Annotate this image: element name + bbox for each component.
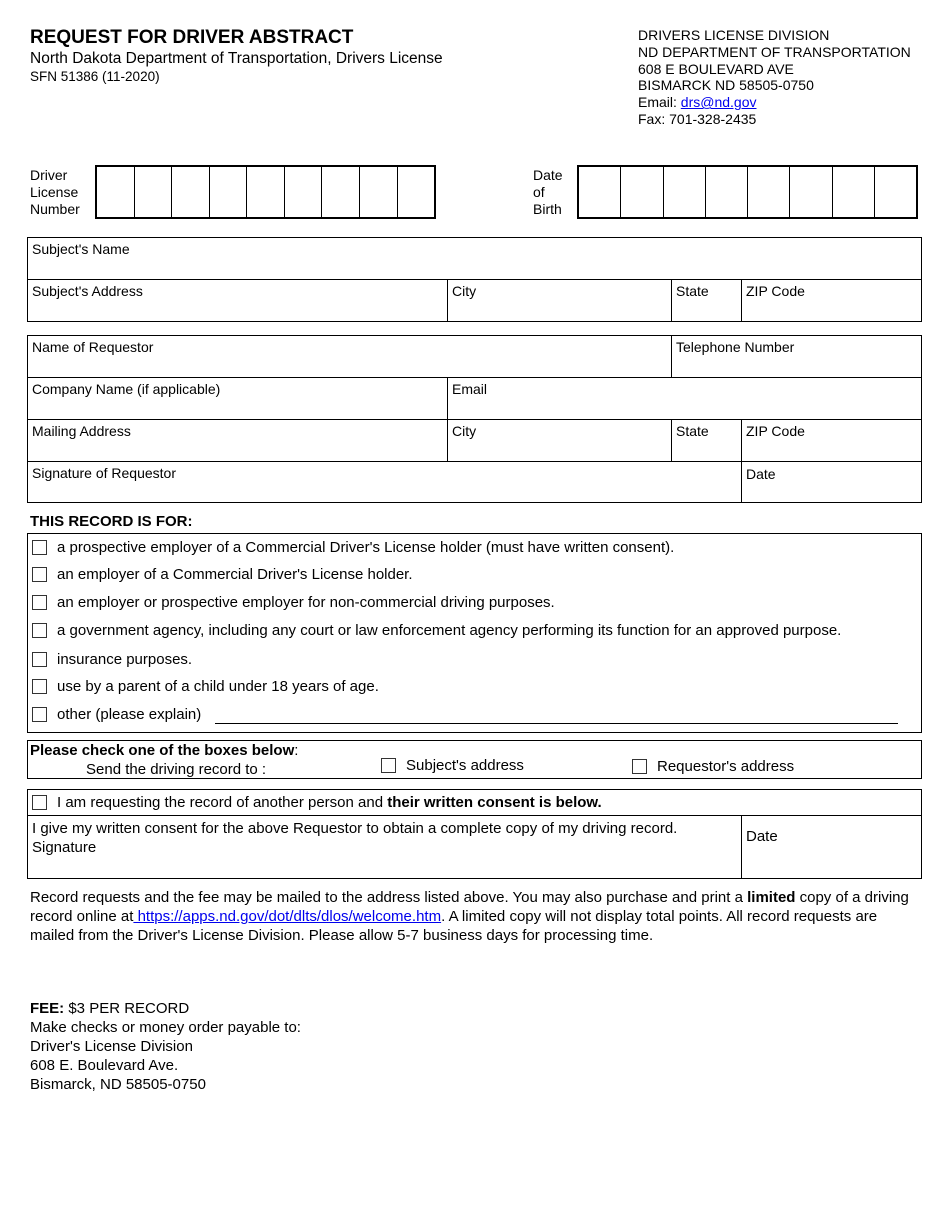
- consent-text: I am requesting the record of another person and: [57, 794, 388, 811]
- instructions-bold: limited: [747, 889, 796, 906]
- fee-payee: Driver's License Division: [30, 1038, 193, 1055]
- purpose-box: [27, 533, 922, 733]
- email-label: Email:: [638, 94, 681, 111]
- dob-digit-box[interactable]: [875, 167, 916, 217]
- dl-label-line: Driver: [30, 167, 68, 183]
- send-to-heading: Please check one of the boxes below: [30, 742, 295, 759]
- agency-line: DRIVERS LICENSE DIVISION: [638, 27, 830, 43]
- dob-label-line: Birth: [533, 201, 562, 217]
- consent-statement-block: [32, 819, 677, 857]
- dob-digit-box[interactable]: [833, 167, 875, 217]
- requestor-email-field[interactable]: [448, 378, 921, 419]
- option-label: Requestor's address: [657, 758, 795, 775]
- fee-city: Bismarck, ND 58505-0750: [30, 1076, 206, 1093]
- purpose-option-other[interactable]: [32, 706, 201, 723]
- checkbox[interactable]: [32, 567, 47, 582]
- checkbox[interactable]: [632, 759, 647, 774]
- field-label: ZIP Code: [746, 283, 805, 299]
- fee-block: [30, 999, 301, 1094]
- purpose-option[interactable]: [32, 594, 555, 611]
- field-label: State: [676, 423, 709, 439]
- requestor-name-field[interactable]: [28, 336, 672, 377]
- field-label: State: [676, 283, 709, 299]
- dl-digit-box[interactable]: [247, 167, 285, 217]
- dob-label-line: of: [533, 184, 545, 200]
- requestor-signature-row: [28, 462, 921, 503]
- subject-state-field[interactable]: [672, 280, 742, 322]
- fee-amount: $3 PER RECORD: [64, 1000, 190, 1017]
- agency-email-link[interactable]: drs@nd.gov: [680, 94, 757, 111]
- field-label: ZIP Code: [746, 423, 805, 439]
- dl-digit-box[interactable]: [210, 167, 248, 217]
- form-subtitle: North Dakota Department of Transportation, Drivers License: [30, 50, 443, 67]
- consent-statement: I give my written consent for the above Requestor to obtain a complete copy of my driving record.: [32, 820, 678, 837]
- agency-line: BISMARCK ND 58505-0750: [638, 77, 814, 94]
- option-label: Subject's address: [406, 757, 524, 774]
- field-label: City: [452, 283, 477, 299]
- field-label: Name of Requestor: [32, 339, 154, 355]
- dl-number-label: [30, 167, 80, 218]
- consent-signature-label: Signature: [32, 839, 97, 856]
- purpose-option[interactable]: [32, 678, 379, 695]
- dob-boxes[interactable]: [577, 165, 918, 219]
- checkbox[interactable]: [32, 679, 47, 694]
- agency-address: [638, 27, 911, 128]
- form-number: SFN 51386 (11-2020): [30, 69, 160, 84]
- field-label: Signature of Requestor: [32, 465, 176, 481]
- fee-line: [30, 999, 301, 1018]
- dl-label-line: Number: [30, 201, 80, 217]
- purpose-option[interactable]: [32, 539, 674, 556]
- dl-label-line: License: [30, 184, 79, 200]
- requestor-city-field[interactable]: [448, 420, 672, 461]
- option-label: [57, 794, 602, 811]
- subject-city-field[interactable]: [448, 280, 672, 322]
- requestor-phone-field[interactable]: [672, 336, 921, 377]
- dob-digit-box[interactable]: [621, 167, 663, 217]
- agency-email-line: [638, 94, 911, 111]
- dl-digit-box[interactable]: [322, 167, 360, 217]
- option-label: insurance purposes.: [57, 651, 193, 668]
- field-label: Subject's Name: [32, 241, 130, 257]
- send-to-requestor-option[interactable]: [632, 758, 794, 775]
- purpose-option[interactable]: [32, 566, 413, 583]
- send-to-box: [27, 740, 922, 779]
- mailing-address-field[interactable]: [28, 420, 448, 461]
- company-name-field[interactable]: [28, 378, 448, 419]
- instructions-text: copy of a driving record online at: [30, 889, 909, 925]
- field-label: Subject's Address: [32, 283, 143, 299]
- agency-line: 608 E BOULEVARD AVE: [638, 60, 794, 77]
- online-record-link[interactable]: https://apps.nd.gov/dot/dlts/dlos/welcome.htm: [133, 908, 442, 925]
- dl-digit-box[interactable]: [172, 167, 210, 217]
- checkbox[interactable]: [32, 795, 47, 810]
- requestor-name-row: [28, 336, 921, 378]
- field-label: Date: [746, 466, 776, 482]
- purpose-option[interactable]: [32, 622, 841, 639]
- option-label: an employer or prospective employer for non-commercial driving purposes.: [57, 594, 555, 611]
- consent-checkbox-row: [28, 790, 921, 816]
- option-label: a government agency, including any court or law enforcement agency performing its function for an approved purpose.: [57, 622, 842, 639]
- option-label: a prospective employer of a Commercial Driver's License holder (must have written consent).: [57, 539, 675, 556]
- requestor-date-field[interactable]: [742, 462, 921, 503]
- dob-digit-box[interactable]: [790, 167, 832, 217]
- field-label: Email: [452, 381, 488, 397]
- consent-box: [27, 789, 922, 879]
- subject-table: [27, 237, 922, 322]
- requestor-signature-field[interactable]: [28, 462, 742, 503]
- subject-address-row: [28, 280, 921, 322]
- purpose-heading: THIS RECORD IS FOR:: [30, 513, 193, 530]
- dl-digit-box[interactable]: [97, 167, 135, 217]
- dl-digit-box[interactable]: [398, 167, 435, 217]
- form-title: REQUEST FOR DRIVER ABSTRACT: [30, 27, 354, 48]
- instructions-text: . A limited copy will not display total points. All record requests are mailed from the Driver's License Division. Please allow 5-7 business days for processing time.: [30, 908, 878, 944]
- checkbox[interactable]: [32, 652, 47, 667]
- option-label: use by a parent of a child under 18 years of age.: [57, 678, 379, 695]
- dob-digit-box[interactable]: [664, 167, 706, 217]
- send-to-colon: :: [294, 742, 299, 759]
- consent-signature-field[interactable]: [28, 816, 742, 879]
- instructions-paragraph: [30, 888, 910, 945]
- checkbox[interactable]: [32, 540, 47, 555]
- other-explain-line[interactable]: [215, 723, 898, 724]
- checkbox[interactable]: [32, 595, 47, 610]
- requestor-table: [27, 335, 922, 503]
- dob-label-line: Date: [533, 167, 563, 183]
- consent-date-field[interactable]: [742, 816, 921, 879]
- send-to-heading-line: [30, 742, 298, 759]
- checkbox[interactable]: [32, 623, 47, 638]
- dob-label: [533, 167, 563, 218]
- checkbox[interactable]: [381, 758, 396, 773]
- requestor-mailing-row: [28, 420, 921, 462]
- checkbox[interactable]: [32, 707, 47, 722]
- agency-fax: Fax: 701-328-2435: [638, 110, 757, 127]
- dl-digit-box[interactable]: [135, 167, 173, 217]
- dob-digit-box[interactable]: [579, 167, 621, 217]
- consent-signature-row: [28, 816, 921, 879]
- field-label: Mailing Address: [32, 423, 131, 439]
- dl-digit-box[interactable]: [285, 167, 323, 217]
- fee-payable-line: Make checks or money order payable to:: [30, 1019, 301, 1036]
- consent-option[interactable]: [32, 794, 602, 811]
- subject-zip-field[interactable]: [742, 280, 921, 322]
- fee-street: 608 E. Boulevard Ave.: [30, 1057, 179, 1074]
- requestor-company-row: [28, 378, 921, 420]
- field-label: Date: [746, 828, 778, 845]
- send-to-prompt: Send the driving record to :: [86, 761, 267, 778]
- field-label: Telephone Number: [676, 339, 795, 355]
- purpose-option[interactable]: [32, 651, 192, 668]
- dl-digit-box[interactable]: [360, 167, 398, 217]
- agency-line: ND DEPARTMENT OF TRANSPORTATION: [638, 43, 911, 60]
- requestor-zip-field[interactable]: [742, 420, 921, 461]
- field-label: Company Name (if applicable): [32, 381, 221, 397]
- option-label: other (please explain): [57, 706, 202, 723]
- subject-name-row: [28, 238, 921, 280]
- dl-number-boxes[interactable]: [95, 165, 436, 219]
- consent-bold-text: their written consent is below.: [387, 794, 602, 811]
- fee-label: FEE:: [30, 1000, 65, 1017]
- instructions-text: Record requests and the fee may be mailed to the address listed above. You may also purchase and print a: [30, 889, 748, 906]
- dob-digit-box[interactable]: [748, 167, 790, 217]
- requestor-state-field[interactable]: [672, 420, 742, 461]
- send-to-subject-option[interactable]: [381, 757, 524, 774]
- field-label: City: [452, 423, 477, 439]
- subject-address-field[interactable]: [28, 280, 448, 322]
- dob-digit-box[interactable]: [706, 167, 748, 217]
- subject-name-field[interactable]: [28, 238, 921, 279]
- option-label: an employer of a Commercial Driver's License holder.: [57, 566, 413, 583]
